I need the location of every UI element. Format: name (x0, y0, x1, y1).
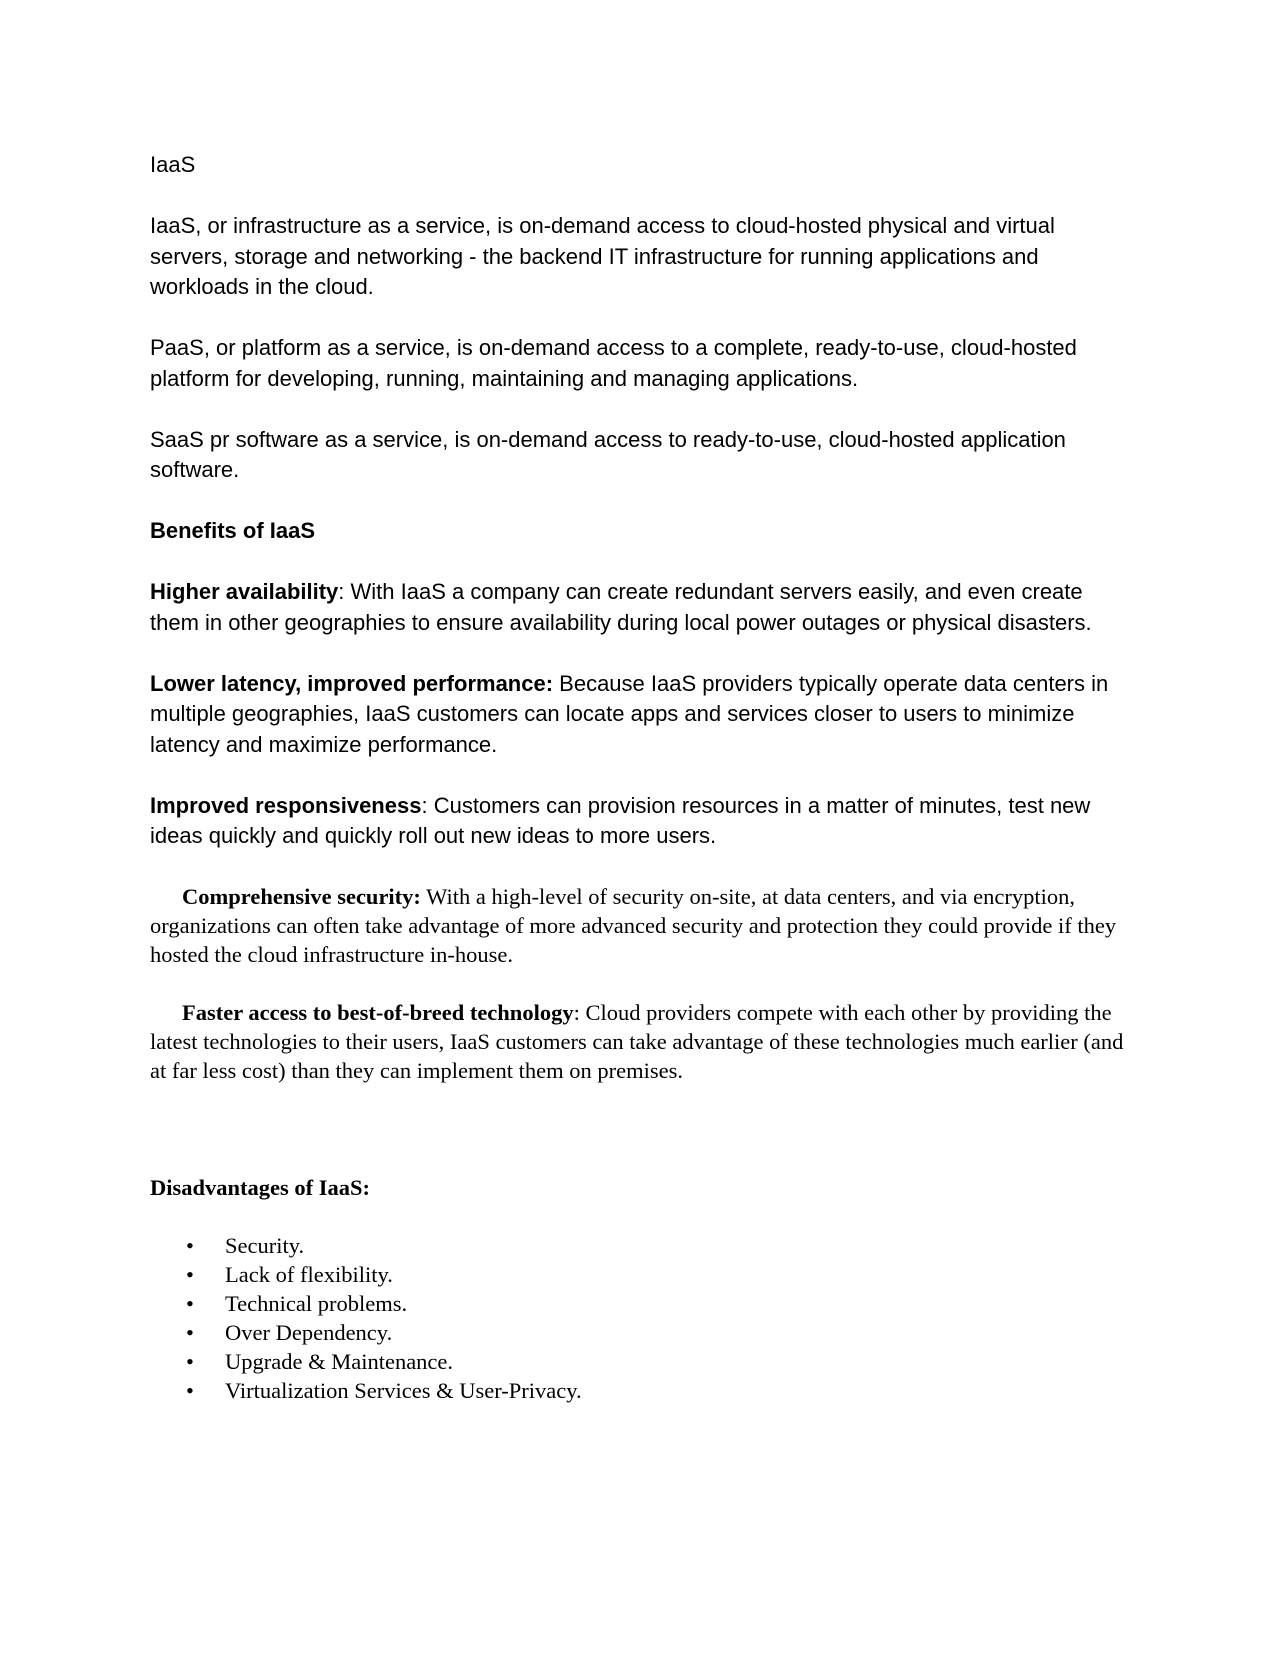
benefit-text: With IaaS a company can create redundant servers easily, and even create them in other geographies to ensure availability during local power outages or physical disasters. (150, 579, 1092, 635)
bullet-icon: • (186, 1291, 194, 1316)
benefit-text: Because IaaS providers typically operate data centers in multiple geographies, IaaS customers can locate apps and services closer to users to minimize latency and maximize performance. (150, 670, 1109, 757)
benefit-faster-access: Faster access to best-of-breed technology: Cloud providers compete with each other by providing the latest technologies to their users, IaaS customers can take advantage of these technologies much earlier (and at far less cost) than they can implement them on premises. (150, 1000, 1124, 1083)
benefit-term: Higher availability (150, 579, 339, 604)
list-item: • Security. (186, 1233, 305, 1258)
benefit-term: Improved responsiveness (150, 792, 422, 818)
benefit-higher-availability: Higher availability: With IaaS a company can create redundant servers easily, and even create them in other geographies to ensure availability during local power outages or physical disasters. (150, 579, 1092, 635)
benefit-improved-responsiveness: Improved responsiveness: Customers can provision resources in a matter of minutes, test new ideas quickly and quickly roll out new ideas to more users. (150, 792, 1091, 848)
disadvantages-list (150, 1231, 1130, 1405)
doc-title: IaaS (150, 152, 196, 177)
list-item: • Lack of flexibility. (186, 1262, 393, 1287)
bullet-icon: • (186, 1320, 194, 1345)
intro-paragraph-iaas: IaaS, or infrastructure as a service, is on-demand access to cloud-hosted physical and virtual servers, storage and networking - the backend IT infrastructure for running applications and workloads in the cloud. (150, 213, 1055, 299)
benefit-term: Comprehensive security: (182, 884, 421, 909)
spacer (150, 1085, 1130, 1143)
list-item: • Over Dependency. (186, 1320, 393, 1345)
bullet-icon: • (186, 1233, 194, 1258)
benefit-comprehensive-security (150, 882, 1130, 969)
list-item: • Technical problems. (186, 1291, 408, 1316)
benefit-text: With a high-level of security on-site, at data centers, and via encryption, organizations can often take advantage of more advanced security and protection they could provide if they hosted the cloud infrastructure in-house. (150, 884, 1117, 967)
bullet-icon: • (186, 1378, 194, 1403)
intro-paragraph-paas: PaaS, or platform as a service, is on-demand access to a complete, ready-to-use, cloud-hosted platform for developing, running, maintaining and managing applications. (150, 335, 1077, 391)
benefits-heading: Benefits of IaaS (150, 518, 316, 543)
benefit-term: Faster access to best-of-breed technology (182, 1000, 574, 1025)
bullet-icon: • (186, 1262, 194, 1287)
list-item: • Virtualization Services & User-Privacy. (186, 1378, 582, 1403)
document-page (150, 150, 1130, 1405)
bullet-icon: • (186, 1349, 194, 1374)
list-item: • Upgrade & Maintenance. (186, 1349, 454, 1374)
benefit-text: Cloud providers compete with each other by providing the latest technologies to their users, IaaS customers can take advantage of these technologies much earlier (and at far less cost) than they can implement them on premises. (150, 1000, 1124, 1083)
benefit-lower-latency (150, 669, 1130, 761)
benefit-text: Customers can provision resources in a matter of minutes, test new ideas quickly and quickly roll out new ideas to more users. (150, 792, 1091, 848)
disadvantages-heading: Disadvantages of IaaS: (150, 1175, 371, 1200)
intro-paragraph-saas: SaaS pr software as a service, is on-demand access to ready-to-use, cloud-hosted application software. (150, 426, 1066, 482)
benefit-term: Lower latency, improved performance: (150, 670, 554, 696)
